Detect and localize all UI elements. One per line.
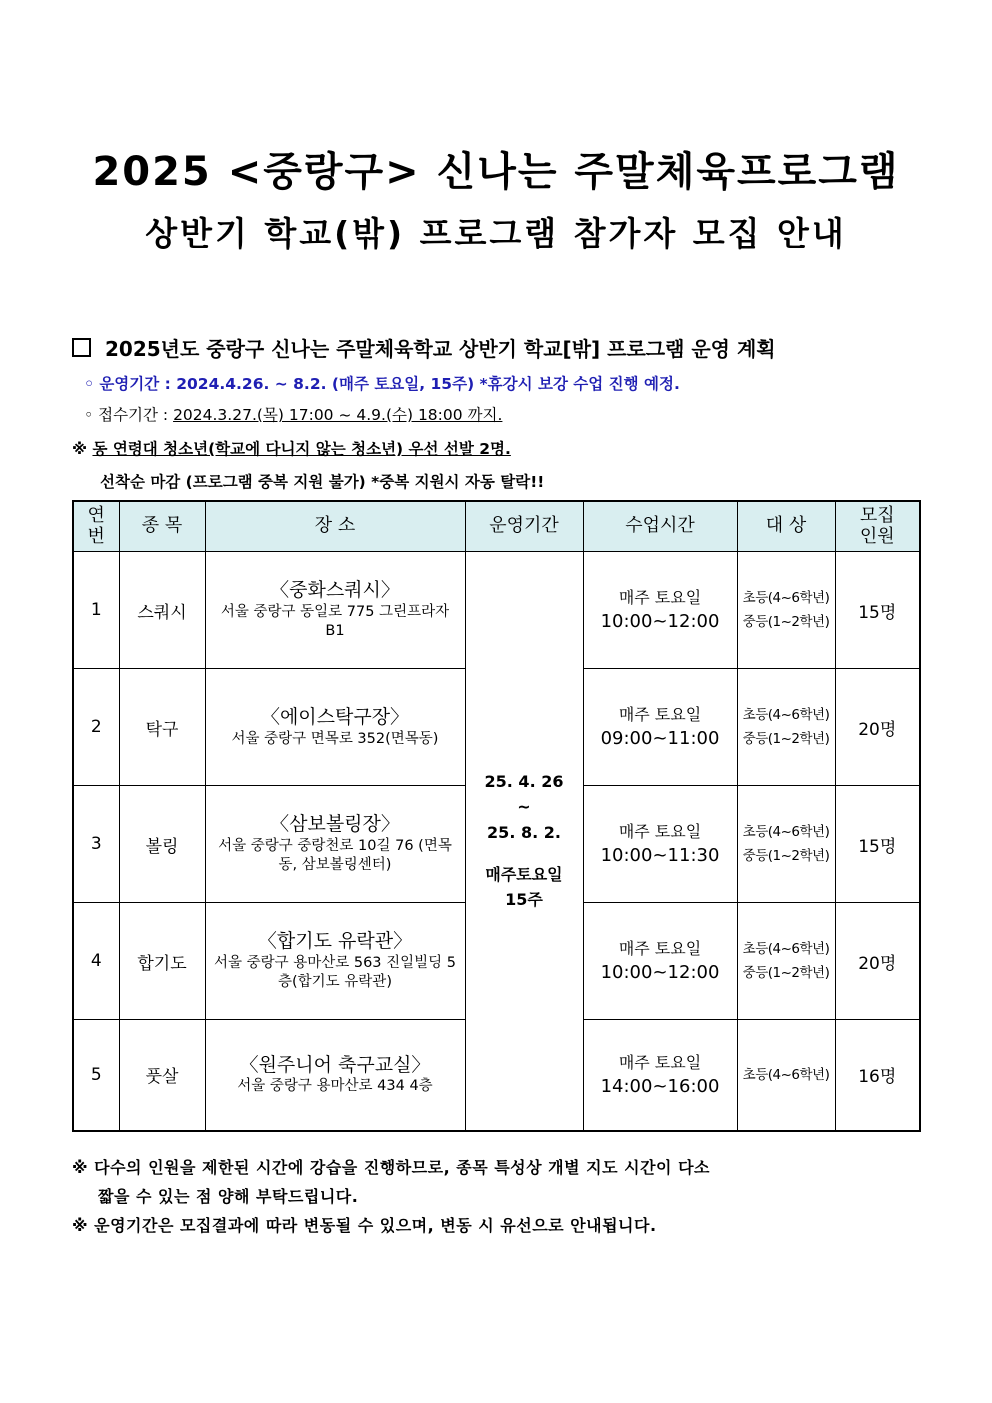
class-time: 14:00~16:00 — [600, 1075, 720, 1097]
venue-name: 〈삼보볼링장〉 — [270, 813, 400, 836]
target-elementary: 초등(4~6학년) — [742, 940, 830, 957]
class-time: 10:00~12:00 — [600, 610, 720, 632]
reference-mark-icon: ※ — [72, 440, 93, 458]
class-time: 10:00~11:30 — [600, 844, 720, 866]
time-cell — [583, 786, 737, 903]
footer-note-1-cont: 짧을 수 있는 점 양해 부탁드립니다. — [98, 1187, 359, 1206]
venue-address: 서울 중랑구 용마산로 563 진일빌딩 5층(합기도 유락관) — [213, 954, 457, 991]
class-time: 09:00~11:00 — [600, 727, 720, 749]
header-capacity: 모집 인원 — [835, 501, 920, 552]
venue-cell — [205, 552, 465, 669]
header-sport: 종 목 — [119, 501, 205, 552]
footer-note-1: ※ 다수의 인원을 제한된 시간에 강습을 진행하므로, 종목 특성상 개별 지도 시간이 다소 — [72, 1158, 710, 1177]
period-tilde: ~ — [517, 797, 531, 817]
target-middle: 중등(1~2학년) — [742, 614, 830, 630]
capacity: 20명 — [835, 903, 920, 1020]
target-elementary: 초등(4~6학년) — [742, 706, 830, 723]
target-elementary: 초등(4~6학년) — [742, 589, 830, 606]
period-weeks: 15주 — [505, 890, 543, 910]
capacity: 15명 — [835, 786, 920, 903]
time-cell — [583, 552, 737, 669]
row-number: 4 — [73, 903, 119, 1020]
sport-name: 스쿼시 — [119, 552, 205, 669]
row-number: 3 — [73, 786, 119, 903]
row-number: 2 — [73, 669, 119, 786]
capacity: 15명 — [835, 552, 920, 669]
operation-period-line — [84, 372, 680, 394]
venue-address: 서울 중랑구 중랑천로 10길 76 (면목동, 삼보볼링센터) — [218, 837, 452, 874]
table-row — [73, 552, 920, 669]
class-day: 매주 토요일 — [618, 587, 702, 607]
row-number: 1 — [73, 552, 119, 669]
header-venue: 장 소 — [205, 501, 465, 552]
section-heading-text: 2025년도 중랑구 신나는 주말체육학교 상반기 학교[밖] 프로그램 운영 계획 — [105, 337, 776, 361]
operation-period-text: 운영기간 : 2024.4.26. ~ 8.2. (매주 토요일, 15주) *휴강시 보강 수업 진행 예정. — [99, 375, 680, 393]
table-header-row — [73, 501, 920, 552]
sport-name: 볼링 — [119, 786, 205, 903]
class-day: 매주 토요일 — [618, 704, 702, 724]
class-time: 10:00~12:00 — [600, 961, 720, 983]
period-day: 매주토요일 — [485, 864, 563, 884]
target-cell — [737, 669, 835, 786]
venue-cell — [205, 786, 465, 903]
priority-note-text: 동 연령대 청소년(학교에 다니지 않는 청소년) 우선 선발 2명. — [92, 440, 511, 458]
target-elementary: 초등(4~6학년) — [742, 1066, 830, 1083]
venue-cell — [205, 669, 465, 786]
row-number: 5 — [73, 1020, 119, 1131]
venue-cell — [205, 1020, 465, 1131]
class-day: 매주 토요일 — [618, 938, 702, 958]
venue-name: 〈중화스쿼시〉 — [270, 579, 400, 602]
bullet-circle-icon: ◦ — [84, 406, 94, 424]
time-cell — [583, 903, 737, 1020]
sport-name: 탁구 — [119, 669, 205, 786]
footer-note-2: ※ 운영기간은 모집결과에 따라 변동될 수 있으며, 변동 시 유선으로 안내됩니다. — [72, 1216, 657, 1235]
header-target: 대 상 — [737, 501, 835, 552]
class-day: 매주 토요일 — [618, 1052, 702, 1072]
section-heading — [72, 333, 776, 362]
target-cell — [737, 786, 835, 903]
target-cell — [737, 903, 835, 1020]
capacity: 20명 — [835, 669, 920, 786]
capacity: 16명 — [835, 1020, 920, 1131]
venue-cell — [205, 903, 465, 1020]
program-table — [72, 500, 921, 1132]
class-day: 매주 토요일 — [618, 821, 702, 841]
period-cell — [465, 552, 583, 1131]
target-middle: 중등(1~2학년) — [742, 731, 830, 747]
first-come-note: 선착순 마감 (프로그램 중복 지원 불가) *중복 지원시 자동 탈락!! — [100, 473, 545, 491]
bullet-circle-icon: ◦ — [84, 375, 94, 393]
priority-note — [72, 437, 511, 459]
target-middle: 중등(1~2학년) — [742, 965, 830, 981]
venue-address: 서울 중랑구 면목로 352(면목동) — [231, 730, 439, 747]
header-time: 수업시간 — [583, 501, 737, 552]
target-cell — [737, 1020, 835, 1131]
application-period-label: 접수기간 : — [98, 406, 174, 424]
checkbox-square-icon — [72, 338, 91, 357]
header-period: 운영기간 — [465, 501, 583, 552]
application-period-line — [84, 403, 502, 425]
time-cell — [583, 669, 737, 786]
sport-name: 합기도 — [119, 903, 205, 1020]
sport-name: 풋살 — [119, 1020, 205, 1131]
venue-name: 〈합기도 유락관〉 — [257, 930, 413, 953]
target-cell — [737, 552, 835, 669]
sub-title: 상반기 학교(밖) 프로그램 참가자 모집 안내 — [145, 214, 847, 253]
venue-name: 〈원주니어 축구교실〉 — [239, 1053, 431, 1076]
time-cell — [583, 1020, 737, 1131]
header-no: 연 번 — [73, 501, 119, 552]
venue-address: 서울 중랑구 용마산로 434 4층 — [237, 1078, 433, 1095]
period-start: 25. 4. 26 — [484, 771, 564, 791]
target-elementary: 초등(4~6학년) — [742, 823, 830, 840]
period-end: 25. 8. 2. — [487, 822, 561, 842]
main-title: 2025 <중랑구> 신나는 주말체육프로그램 — [92, 149, 900, 195]
target-middle: 중등(1~2학년) — [742, 848, 830, 864]
venue-address: 서울 중랑구 동일로 775 그린프라자 B1 — [220, 603, 450, 640]
application-period-value: 2024.3.27.(목) 17:00 ~ 4.9.(수) 18:00 까지. — [173, 406, 503, 424]
venue-name: 〈에이스탁구장〉 — [260, 705, 410, 728]
